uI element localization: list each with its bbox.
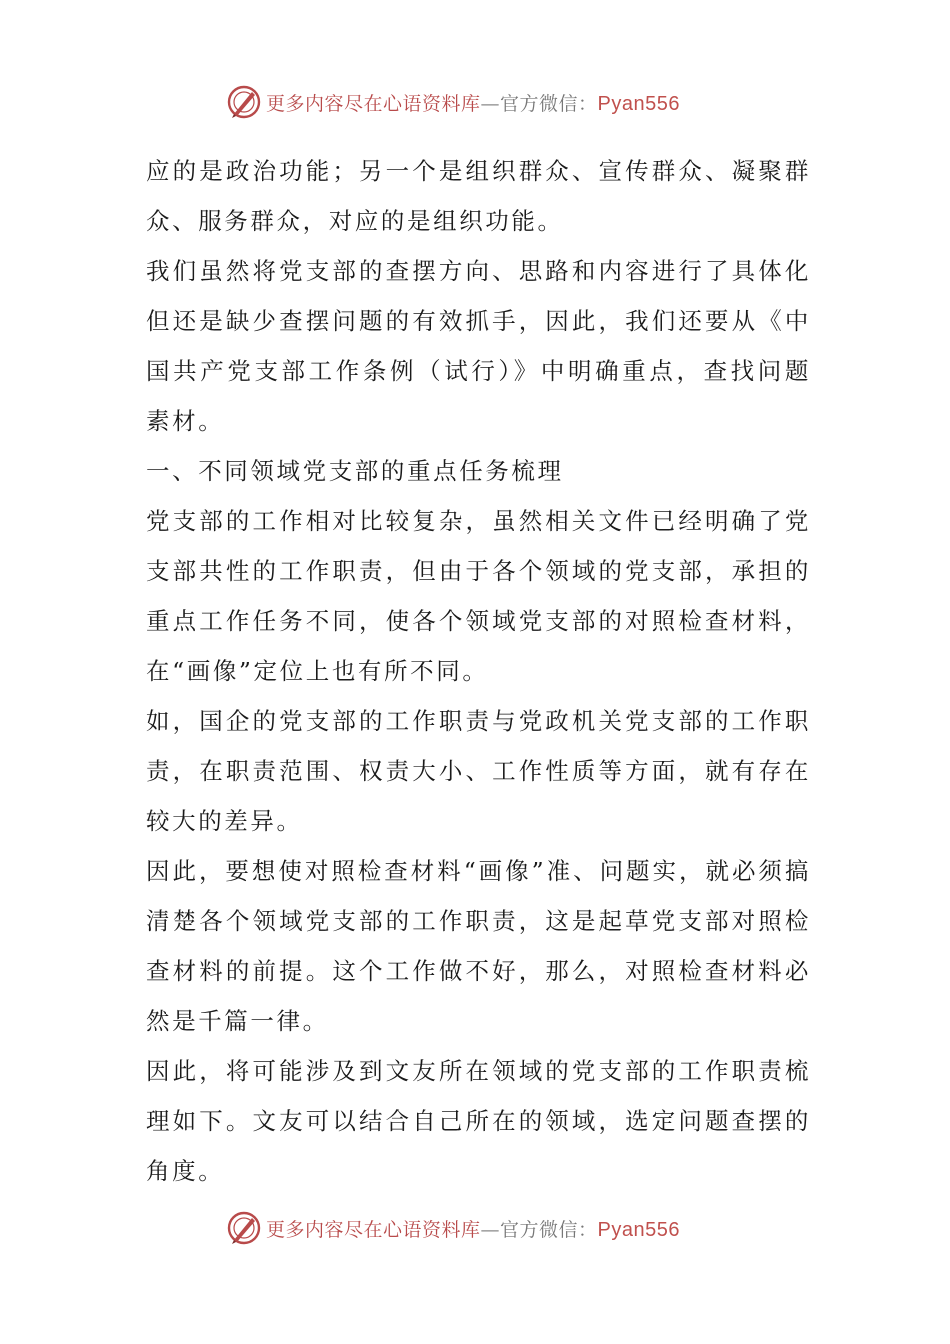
header-banner bbox=[226, 82, 746, 122]
footer-banner bbox=[226, 1208, 746, 1248]
banner-official: 官方微信： bbox=[500, 92, 598, 115]
section-heading: 一、不同领域党支部的重点任务梳理 bbox=[146, 457, 564, 485]
banner-account: Pyan556 bbox=[597, 92, 680, 115]
banner-official: 官方微信： bbox=[500, 1218, 598, 1241]
pen-logo-icon bbox=[226, 1210, 262, 1246]
pen-logo-icon bbox=[226, 84, 262, 120]
banner-dash: — bbox=[480, 1218, 501, 1241]
footer-banner-text bbox=[266, 1215, 680, 1242]
header-banner-text bbox=[266, 89, 680, 116]
paragraph: 应的是政治功能；另一个是组织群众、宣传群众、凝聚群众、服务群众，对应的是组织功能。 bbox=[146, 157, 811, 235]
paragraph: 如，国企的党支部的工作职责与党政机关党支部的工作职责，在职责范围、权责大小、工作性质等方面，就有存在较大的差异。 bbox=[146, 707, 811, 835]
paragraph: 党支部的工作相对比较复杂，虽然相关文件已经明确了党支部共性的工作职责，但由于各个领域的党支部，承担的重点工作任务不同，使各个领域党支部的对照检查材料，在“画像”定位上也有所不同。 bbox=[146, 507, 811, 685]
paragraph: 我们虽然将党支部的查摆方向、思路和内容进行了具体化但还是缺少查摆问题的有效抓手，因此，我们还要从《中国共产党支部工作条例（试行）》中明确重点，查找问题素材。 bbox=[146, 257, 811, 435]
document-body bbox=[146, 146, 811, 1196]
banner-prefix: 更多内容尽在心语资料库 bbox=[266, 1218, 481, 1241]
banner-prefix: 更多内容尽在心语资料库 bbox=[266, 92, 481, 115]
paragraph: 因此，要想使对照检查材料“画像”准、问题实，就必须搞清楚各个领域党支部的工作职责，这是起草党支部对照检查材料的前提。这个工作做不好，那么，对照检查材料必然是千篇一律。 bbox=[146, 857, 811, 1035]
banner-account: Pyan556 bbox=[597, 1218, 680, 1241]
banner-dash: — bbox=[480, 92, 501, 115]
paragraph: 因此，将可能涉及到文友所在领域的党支部的工作职责梳理如下。文友可以结合自己所在的领域，选定问题查摆的角度。 bbox=[146, 1057, 811, 1185]
